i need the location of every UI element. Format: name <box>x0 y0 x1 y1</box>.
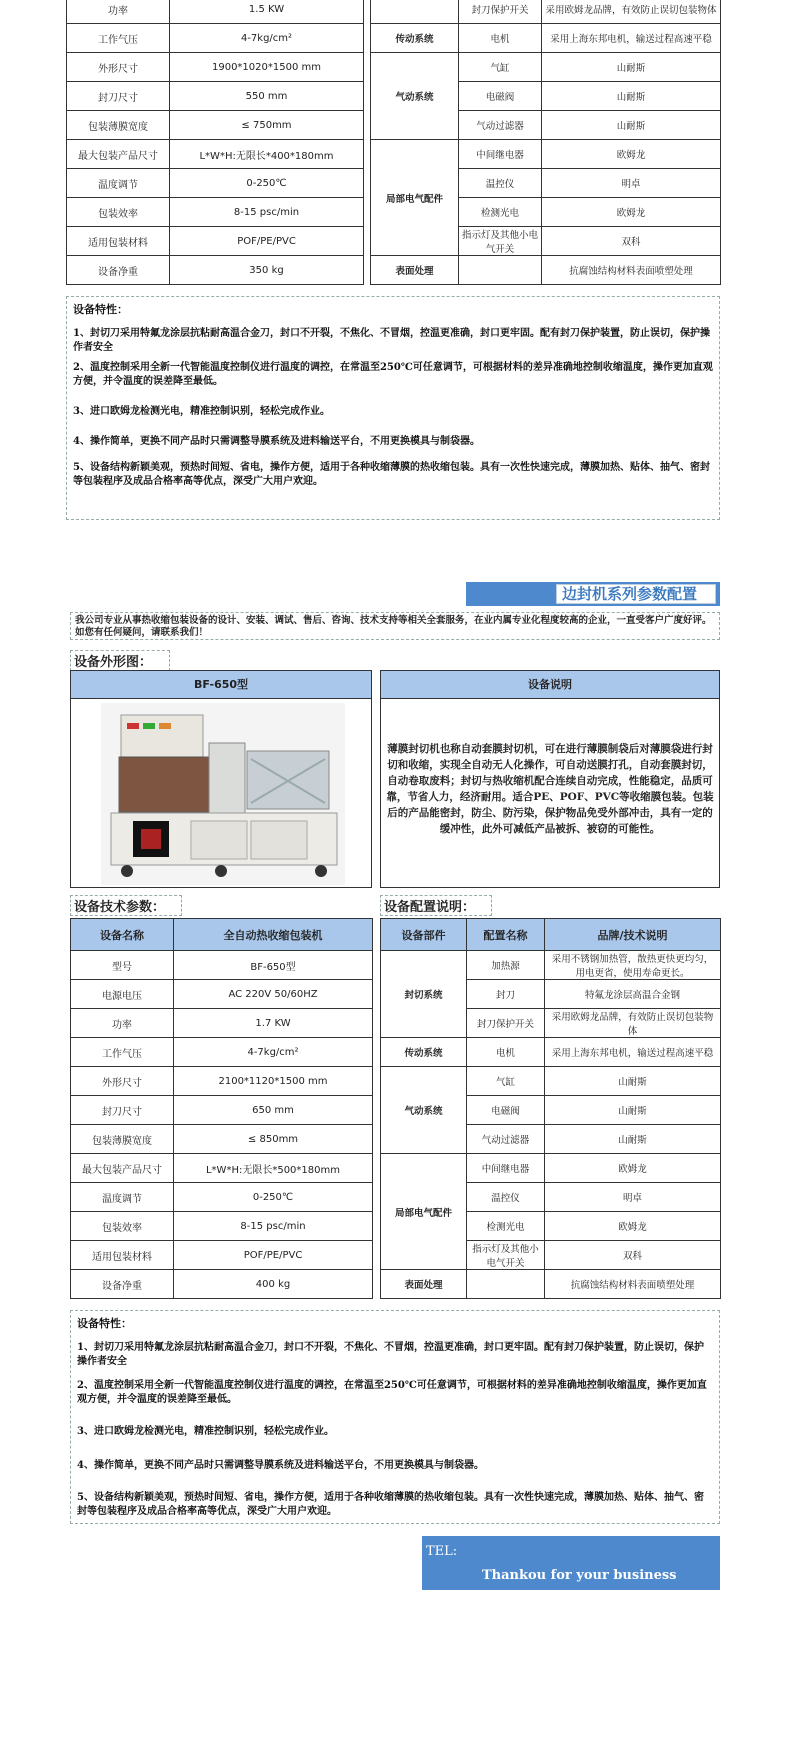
spec-row <box>67 24 364 53</box>
config-item: 封刀保护开关 <box>467 1009 545 1038</box>
features-title: 设备特性： <box>73 303 128 316</box>
config-row <box>371 24 721 53</box>
spec-name: 温度调节 <box>71 1183 174 1212</box>
config-row <box>371 140 721 169</box>
config-header-brand: 品牌/技术说明 <box>545 919 721 951</box>
config-brand: 明卓 <box>545 1183 721 1212</box>
spec-row <box>67 0 364 24</box>
config-item: 指示灯及其他小电气开关 <box>467 1241 545 1270</box>
config-item: 温控仪 <box>459 169 542 198</box>
spec-name: 包装薄膜宽度 <box>71 1125 174 1154</box>
config-brand: 采用欧姆龙品牌，有效防止误切包装物体 <box>542 0 721 24</box>
spec-value: 0-250℃ <box>170 169 364 198</box>
config-item: 气缸 <box>467 1067 545 1096</box>
config-item: 检测光电 <box>467 1212 545 1241</box>
spec-row <box>67 53 364 82</box>
config-brand: 山耐斯 <box>542 53 721 82</box>
config-brand: 抗腐蚀结构材料表面喷塑处理 <box>545 1270 721 1299</box>
spec-value: 1.7 KW <box>174 1009 373 1038</box>
spec-value: ≤ 750mm <box>170 111 364 140</box>
spec-name: 温度调节 <box>67 169 170 198</box>
spec-header-value: 全自动热收缩包装机 <box>174 919 373 951</box>
model-panel <box>70 670 372 888</box>
spec-name: 最大包装产品尺寸 <box>71 1154 174 1183</box>
config-item: 气动过滤器 <box>467 1125 545 1154</box>
config-item: 封刀 <box>467 980 545 1009</box>
config-brand: 抗腐蚀结构材料表面喷塑处理 <box>542 256 721 285</box>
spec-row <box>71 1067 373 1096</box>
config-item: 电磁阀 <box>467 1096 545 1125</box>
spec-name: 封刀尺寸 <box>67 82 170 111</box>
config-item: 气缸 <box>459 53 542 82</box>
config-row <box>371 0 721 24</box>
features-title: 设备特性： <box>77 1317 132 1330</box>
spec-row <box>67 256 364 285</box>
spec-name: 外形尺寸 <box>71 1067 174 1096</box>
config-brand: 采用不锈钢加热管，散热更快更均匀，用电更省，使用寿命更长。 <box>545 951 721 980</box>
spec-row <box>71 1241 373 1270</box>
config-row <box>381 1038 721 1067</box>
spec-value: 1900*1020*1500 mm <box>170 53 364 82</box>
spec-value: 0-250℃ <box>174 1183 373 1212</box>
config-part: 表面处理 <box>381 1270 467 1299</box>
spec-row <box>71 1183 373 1212</box>
spec-name: 包装效率 <box>71 1212 174 1241</box>
spec-value: AC 220V 50/60HZ <box>174 980 373 1009</box>
spec-name: 最大包装产品尺寸 <box>67 140 170 169</box>
spec-row <box>71 1212 373 1241</box>
spec-row <box>67 82 364 111</box>
config-part <box>371 0 459 24</box>
spec-value: 4-7kg/cm² <box>174 1038 373 1067</box>
config-brand: 欧姆龙 <box>542 140 721 169</box>
spec-row <box>71 951 373 980</box>
feature-item: 3、进口欧姆龙检测光电，精准控制识别，轻松完成作业。 <box>73 406 330 417</box>
spec-value: 1.5 KW <box>170 0 364 24</box>
company-intro: 我公司专业从事热收缩包装设备的设计、安装、调试、售后、咨询、技术支持等相关全套服务，在业内属专业化程度较高的企业，一直受客户广度好评。如您有任何疑问，请联系我们！ <box>70 612 720 640</box>
spec-name: 电源电压 <box>71 980 174 1009</box>
config-brand: 特氟龙涂层高温合金钢 <box>545 980 721 1009</box>
config-brand: 采用上海东邦电机，输送过程高速平稳 <box>545 1038 721 1067</box>
config-brand: 山耐斯 <box>545 1067 721 1096</box>
config-header-part: 设备部件 <box>381 919 467 951</box>
config-row <box>371 53 721 82</box>
config-brand: 山耐斯 <box>542 82 721 111</box>
config-item <box>467 1270 545 1299</box>
machine-image <box>101 703 345 885</box>
config-title: 设备配置说明： <box>380 895 492 916</box>
spec-header-name: 设备名称 <box>71 919 174 951</box>
config-part: 气动系统 <box>371 53 459 140</box>
appearance-title: 设备外形图： <box>70 650 170 671</box>
feature-item: 1、封切刀采用特氟龙涂层抗粘耐高温合金刀，封口不开裂，不焦化、不冒烟，控温更准确，封口更牢固。配有封刀保护装置，防止误切，保护操作者安全 <box>77 1342 704 1367</box>
config-brand: 山耐斯 <box>545 1125 721 1154</box>
spec-name: 设备净重 <box>71 1270 174 1299</box>
contact-footer <box>422 1536 720 1590</box>
feature-item: 1、封切刀采用特氟龙涂层抗粘耐高温合金刀，封口不开裂，不焦化、不冒烟，控温更准确，封口更牢固。配有封刀保护装置，防止误切，保护操作者安全 <box>73 328 710 353</box>
config-brand: 山耐斯 <box>542 111 721 140</box>
spec-row <box>71 1009 373 1038</box>
spec-row <box>71 1270 373 1299</box>
thanks-text: Thankou for your business <box>482 1568 677 1583</box>
spec-name: 适用包装材料 <box>71 1241 174 1270</box>
spec-row <box>71 980 373 1009</box>
spec-header-row <box>71 919 373 951</box>
spec-value: 8-15 psc/min <box>170 198 364 227</box>
series-title: 边封机系列参数配置 <box>562 585 698 603</box>
spec-name: 功率 <box>71 1009 174 1038</box>
spec-row <box>71 1038 373 1067</box>
spec-row <box>67 140 364 169</box>
config-header-row <box>381 919 721 951</box>
config-row <box>381 1154 721 1183</box>
config-row <box>371 256 721 285</box>
config-brand: 欧姆龙 <box>545 1154 721 1183</box>
spec-row <box>67 198 364 227</box>
spec-name: 功率 <box>67 0 170 24</box>
top-config-table <box>370 0 721 285</box>
feature-item: 5、设备结构新颖美观，预热时间短、省电，操作方便，适用于各种收缩薄膜的热收缩包装。具有一次性快速完成，薄膜加热、贴体、抽气、密封等包装程序及成品合格率高等优点，深受广大用户欢迎。 <box>73 462 710 487</box>
spec-row <box>67 111 364 140</box>
top-features-box <box>66 296 720 520</box>
spec-row <box>67 227 364 256</box>
feature-item: 4、操作简单，更换不同产品时只需调整导膜系统及进料输送平台，不用更换模具与制袋器。 <box>73 436 480 447</box>
config-row <box>381 1067 721 1096</box>
config-item: 中间继电器 <box>467 1154 545 1183</box>
spec-value: BF-650型 <box>174 951 373 980</box>
spec-value: 8-15 psc/min <box>174 1212 373 1241</box>
config-brand: 明卓 <box>542 169 721 198</box>
spec-value: 4-7kg/cm² <box>170 24 364 53</box>
spec-value: 550 mm <box>170 82 364 111</box>
feature-item: 5、设备结构新颖美观，预热时间短、省电，操作方便，适用于各种收缩薄膜的热收缩包装。具有一次性快速完成，薄膜加热、贴体、抽气、密封等包装程序及成品合格率高等优点，深受广大用户欢迎。 <box>77 1492 704 1517</box>
spec-row <box>71 1125 373 1154</box>
tel-label: TEL: <box>426 1544 458 1559</box>
config-header-item: 配置名称 <box>467 919 545 951</box>
config-brand: 欧姆龙 <box>545 1212 721 1241</box>
config-item: 封刀保护开关 <box>459 0 542 24</box>
config-brand: 山耐斯 <box>545 1096 721 1125</box>
config-part: 局部电气配件 <box>381 1154 467 1270</box>
config-item: 中间继电器 <box>459 140 542 169</box>
config-part: 传动系统 <box>381 1038 467 1067</box>
description-header: 设备说明 <box>381 671 719 699</box>
config-item: 电磁阀 <box>459 82 542 111</box>
config-item <box>459 256 542 285</box>
config-part: 封切系统 <box>381 951 467 1038</box>
spec-name: 封刀尺寸 <box>71 1096 174 1125</box>
config-brand: 采用上海东邦电机，输送过程高速平稳 <box>542 24 721 53</box>
config-item: 电机 <box>467 1038 545 1067</box>
spec-name: 包装效率 <box>67 198 170 227</box>
spec-name: 外形尺寸 <box>67 53 170 82</box>
spec-value: POF/PE/PVC <box>170 227 364 256</box>
spec-value: POF/PE/PVC <box>174 1241 373 1270</box>
config-item: 指示灯及其他小电气开关 <box>459 227 542 256</box>
bottom-features-box <box>70 1310 720 1524</box>
config-part: 传动系统 <box>371 24 459 53</box>
config-item: 气动过滤器 <box>459 111 542 140</box>
spec-value: L*W*H:无限长*500*180mm <box>174 1154 373 1183</box>
config-item: 加热源 <box>467 951 545 980</box>
spec-row <box>67 169 364 198</box>
spec-value: 2100*1120*1500 mm <box>174 1067 373 1096</box>
spec-row <box>71 1154 373 1183</box>
config-part: 局部电气配件 <box>371 140 459 256</box>
spec-name: 工作气压 <box>71 1038 174 1067</box>
config-item: 电机 <box>459 24 542 53</box>
spec-name: 适用包装材料 <box>67 227 170 256</box>
feature-item: 4、操作简单，更换不同产品时只需调整导膜系统及进料输送平台，不用更换模具与制袋器。 <box>77 1460 484 1471</box>
bottom-config-table <box>380 918 721 1299</box>
config-row <box>381 951 721 980</box>
spec-name: 包装薄膜宽度 <box>67 111 170 140</box>
config-brand: 欧姆龙 <box>542 198 721 227</box>
config-item: 温控仪 <box>467 1183 545 1212</box>
spec-value: L*W*H:无限长*400*180mm <box>170 140 364 169</box>
feature-item: 3、进口欧姆龙检测光电，精准控制识别，轻松完成作业。 <box>77 1426 334 1437</box>
spec-value: 400 kg <box>174 1270 373 1299</box>
spec-row <box>71 1096 373 1125</box>
spec-name: 型号 <box>71 951 174 980</box>
tech-title: 设备技术参数： <box>70 895 182 916</box>
feature-item: 2、温度控制采用全新一代智能温度控制仪进行温度的调控，在常温至250℃可任意调节，可根据材料的差异准确地控制收缩温度，操作更加直观方便，并令温度的误差降至最低。 <box>73 362 713 387</box>
config-part: 气动系统 <box>381 1067 467 1154</box>
description-panel <box>380 670 720 888</box>
bottom-spec-table <box>70 918 373 1299</box>
config-part: 表面处理 <box>371 256 459 285</box>
config-brand: 采用欧姆龙品牌，有效防止误切包装物体 <box>545 1009 721 1038</box>
spec-value: 650 mm <box>174 1096 373 1125</box>
config-item: 检测光电 <box>459 198 542 227</box>
description-text: 薄膜封切机也称自动套膜封切机，可在进行薄膜制袋后对薄膜袋进行封切和收缩，实现全自动无人化操作，可自动送膜打孔，自动套膜封切，自动卷取废料；封切与热收缩机配合连续自动完成，性能稳定，品质可靠，节省人力，经济耐用。适合PE、POF、PVC等收缩膜包装。包装后的产品能密封，防尘、防污染，保护物品免受外部冲击，具有一定的缓冲性，此外可减低产品被拆、被窃的可能性。 <box>386 743 714 835</box>
config-brand: 双科 <box>542 227 721 256</box>
series-title-banner <box>466 582 720 606</box>
spec-name: 设备净重 <box>67 256 170 285</box>
config-brand: 双科 <box>545 1241 721 1270</box>
feature-item: 2、温度控制采用全新一代智能温度控制仪进行温度的调控，在常温至250℃可任意调节，可根据材料的差异准确地控制收缩温度，操作更加直观方便，并令温度的误差降至最低。 <box>77 1380 707 1405</box>
spec-value: 350 kg <box>170 256 364 285</box>
spec-value: ≤ 850mm <box>174 1125 373 1154</box>
top-spec-table <box>66 0 364 285</box>
spec-name: 工作气压 <box>67 24 170 53</box>
model-header: BF-650型 <box>71 671 371 699</box>
config-row <box>381 1270 721 1299</box>
